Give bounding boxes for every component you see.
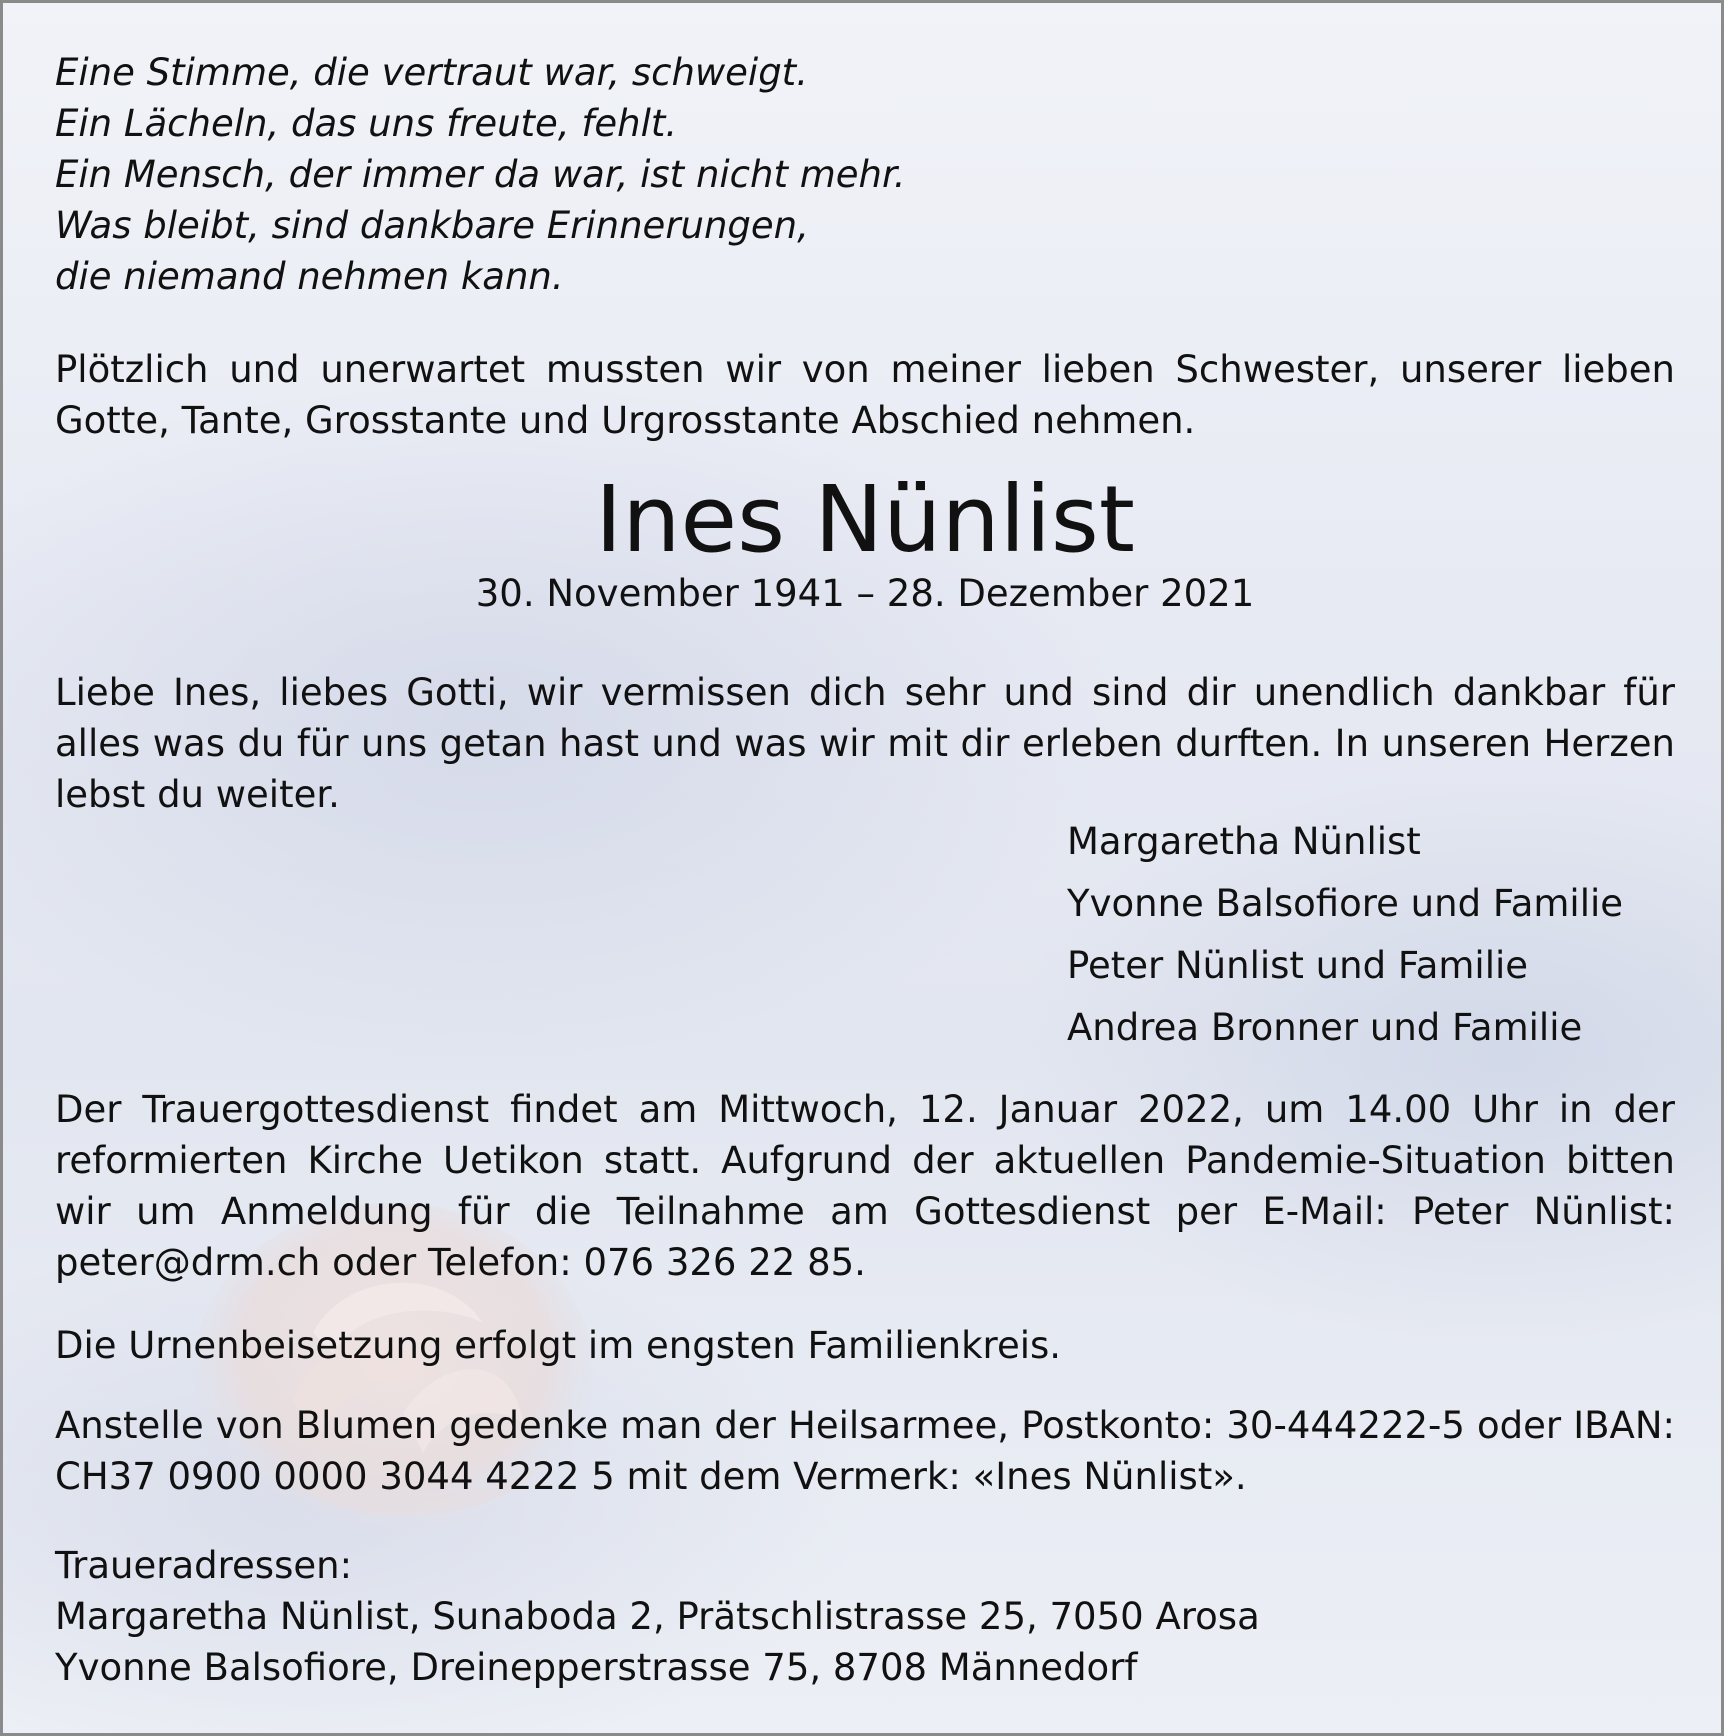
poem-line: Ein Mensch, der immer da war, ist nicht mehr. [55, 153, 906, 196]
deceased-name: Ines Nünlist [595, 466, 1135, 573]
mourner-name: Yvonne Balsofiore und Familie [1067, 882, 1624, 925]
poem-line: Was bleibt, sind dankbare Erinnerungen, [55, 204, 809, 247]
life-dates: 30. November 1941 – 28. Dezember 2021 [475, 572, 1255, 615]
announcement-text: Plötzlich und unerwartet mussten wir von meiner lieben Schwester, unserer lieben Gotte, Tante, Grosstante und Urgrosstante Abschied nehmen. [55, 348, 1675, 442]
tribute-text: Liebe Ines, liebes Gotti, wir vermissen dich sehr und sind dir unendlich dankbar für alles was du für uns getan hast und was wir mit dir erleben durften. In unseren Herzen lebst du weiter. [55, 671, 1675, 816]
poem-line: Ein Lächeln, das uns freute, fehlt. [55, 102, 678, 145]
service-info: Der Trauergottesdienst findet am Mittwoch, 12. Januar 2022, um 14.00 Uhr in der reformierten Kirche Uetikon statt. Aufgrund der aktuellen Pandemie-Situation bitten wir um Anmeldung für die Teilnahme am Gottesdienst per E-Mail: Peter Nünlist: peter@drm.ch oder Telefon: 076 326 22 85. [55, 1088, 1675, 1284]
address-line: Margaretha Nünlist, Sunaboda 2, Prätschlistrasse 25, 7050 Arosa [55, 1595, 1260, 1638]
mourning-addresses [55, 1540, 1260, 1693]
address-line: Yvonne Balsofiore, Dreinepperstrasse 75, 8708 Männedorf [55, 1646, 1138, 1689]
addresses-heading: Traueradressen: [55, 1544, 353, 1587]
poem-line: Eine Stimme, die vertraut war, schweigt. [55, 51, 808, 94]
poem-line: die niemand nehmen kann. [55, 255, 564, 298]
donation-info: Anstelle von Blumen gedenke man der Heilsarmee, Postkonto: 30-444222-5 oder IBAN: CH37 0900 0000 3044 4222 5 mit dem Vermerk: «Ines Nünlist». [55, 1404, 1675, 1498]
burial-info: Die Urnenbeisetzung erfolgt im engsten Familienkreis. [55, 1324, 1062, 1367]
mourner-name: Andrea Bronner und Familie [1067, 1006, 1583, 1049]
mourner-name: Peter Nünlist und Familie [1067, 944, 1529, 987]
mourners-list [1067, 811, 1623, 1059]
poem [55, 47, 906, 302]
mourner-name: Margaretha Nünlist [1067, 820, 1421, 863]
